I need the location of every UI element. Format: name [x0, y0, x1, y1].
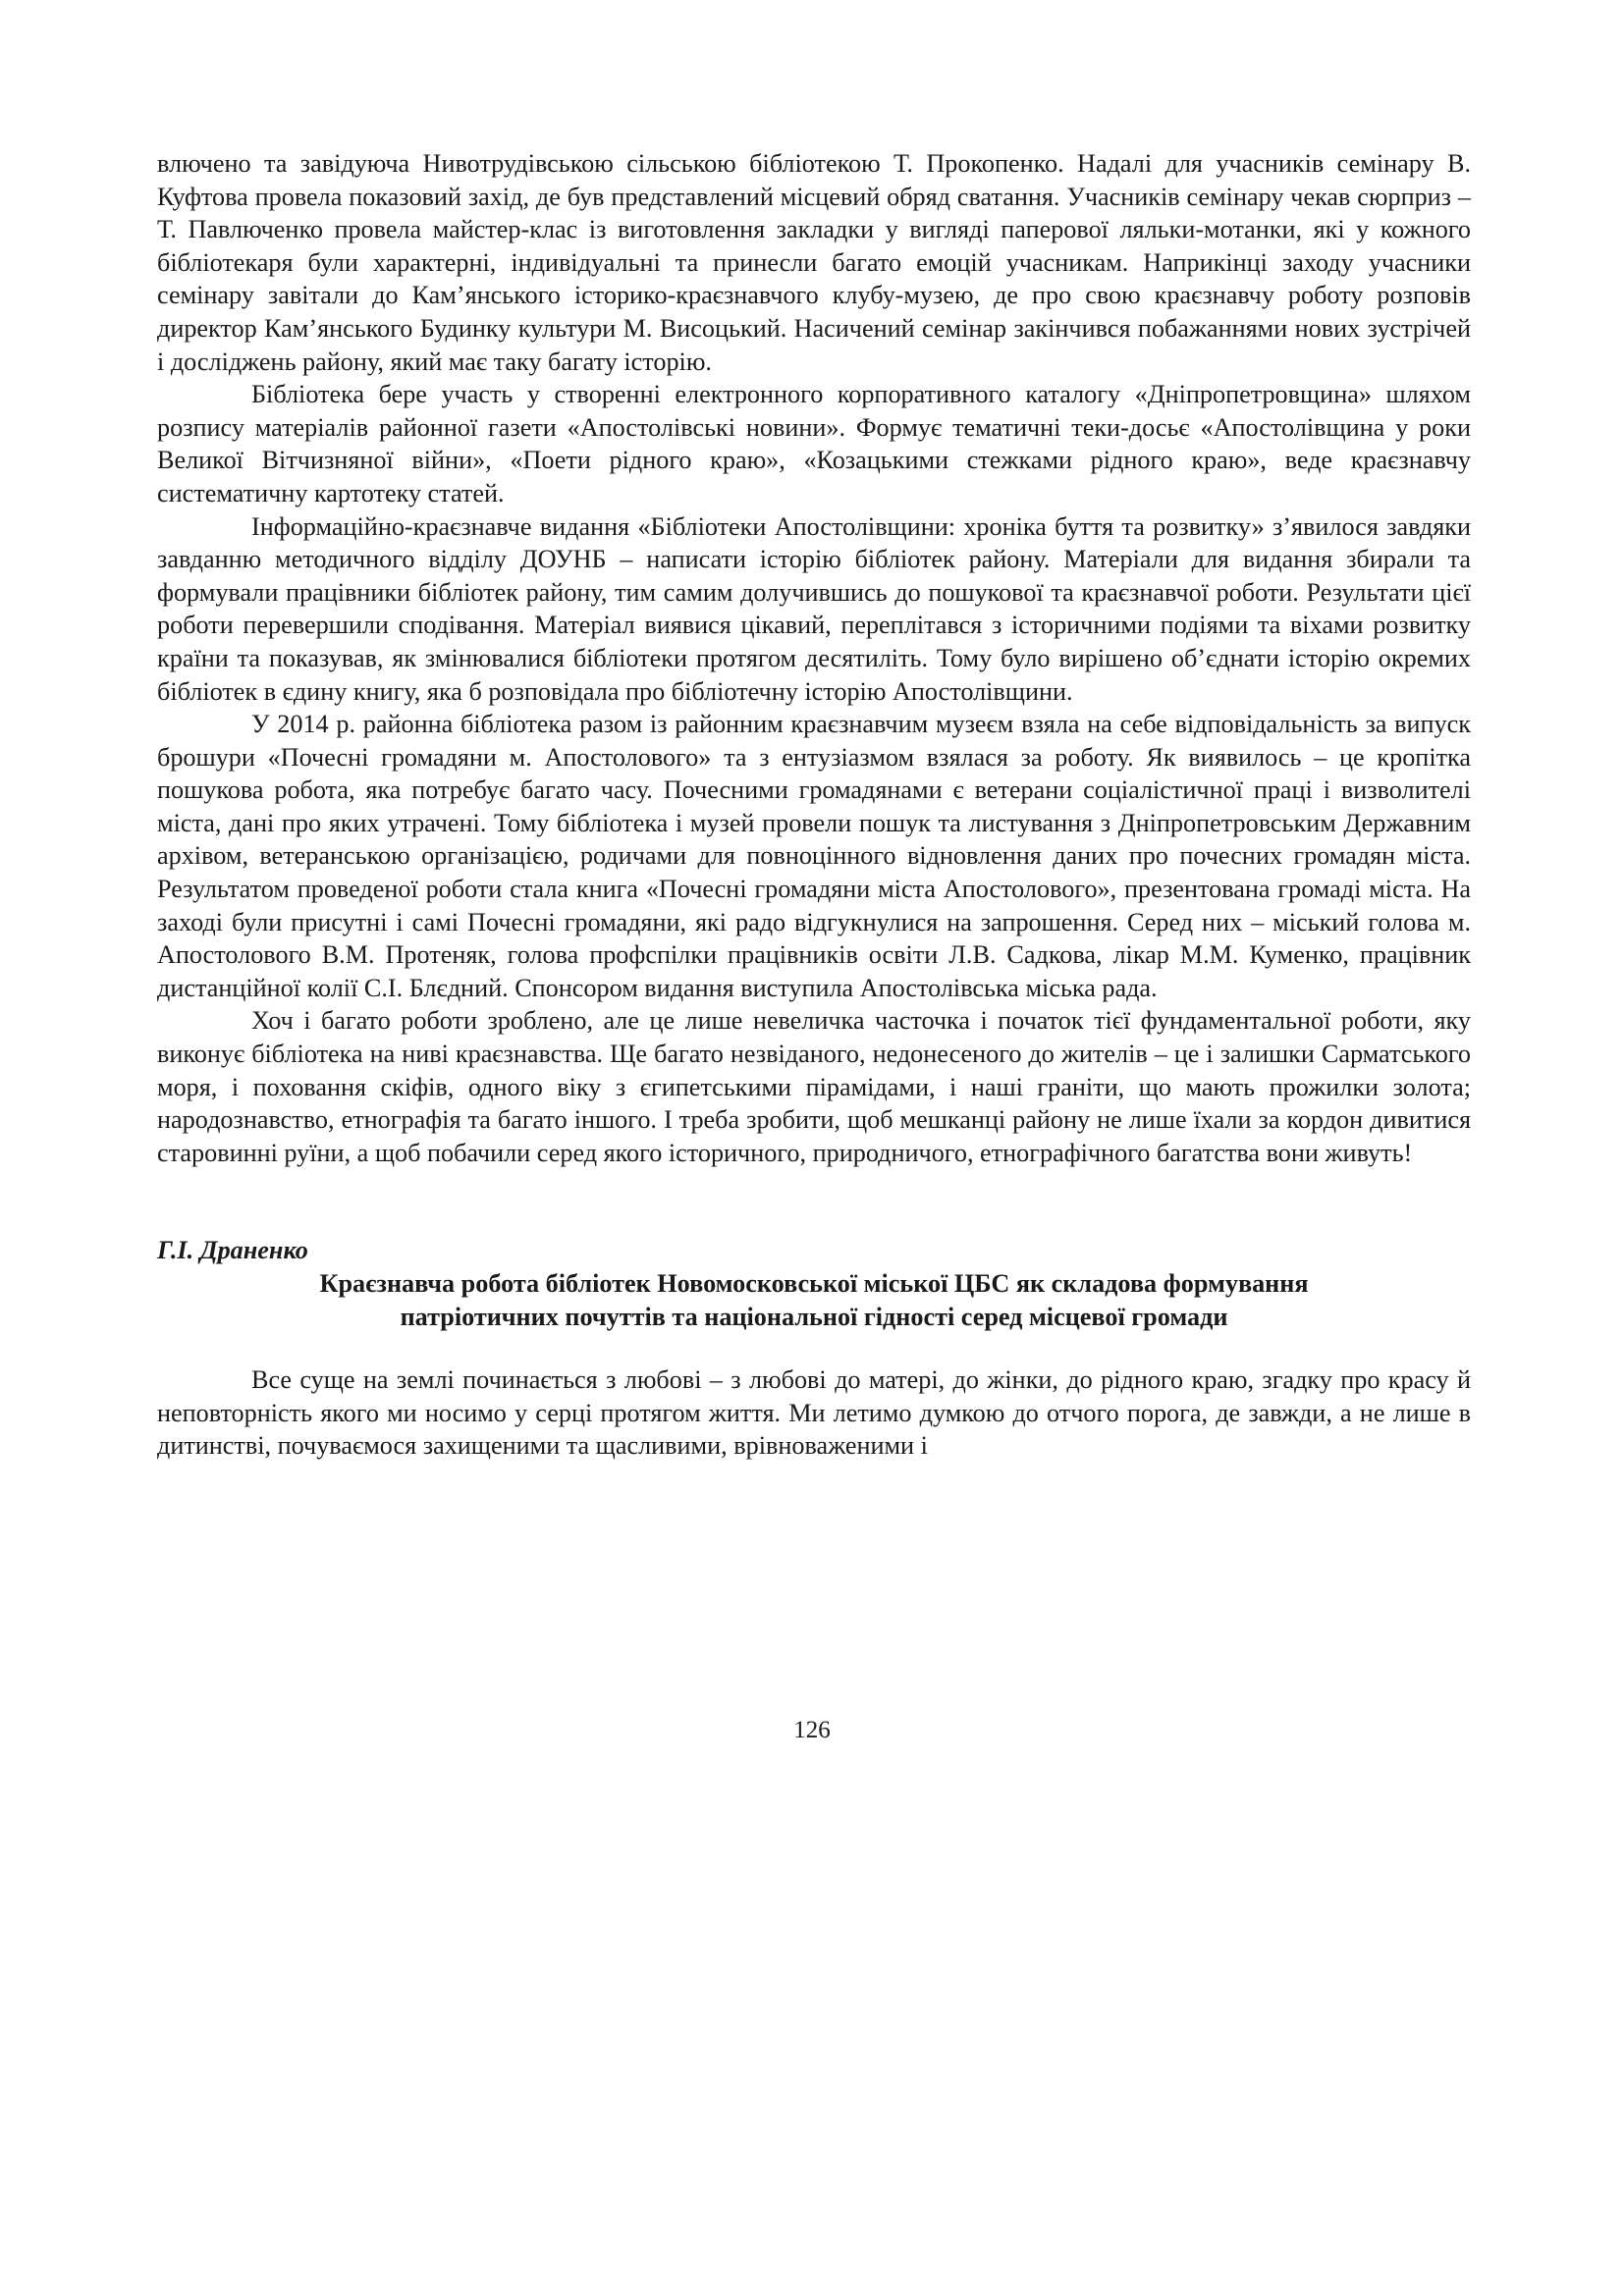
body-paragraph: Інформаційно-краєзнавче видання «Бібліотеки Апостолівщини: хроніка буття та розвитку» з’явилося завдяки завданню методичного відділу ДОУНБ – написати історію бібліотек району. Матеріали для видання збирали та формували працівники бібліотек району, тим самим долучившись до пошукової та краєзнавчої роботи. Результати цієї роботи перевершили сподівання. Матеріал виявися цікавий, переплітався з історичними подіями та віхами розвитку країни та показував, як змінювалися бібліотеки протягом десятиліть. Тому було вирішено об’єднати історію окремих бібліотек в єдину книгу, яка б розповідала про бібліотечну історію Апостолівщини. [157, 511, 1471, 706]
body-paragraph: Хоч і багато роботи зроблено, але це лише невеличка часточка і початок тієї фундаментальної роботи, яку виконує бібліотека на ниві краєзнавства. Ще багато незвіданого, недонесеного до жителів – це і залишки Сарматського моря, і поховання скіфів, одного віку з єгипетськими пірамідами, і наші граніти, що мають прожилки золота; народознавство, етнографія та багато іншого. І треба зробити, щоб мешканці району не лише їхали за кордон дивитися старовинні руїни, а щоб побачили серед якого історичного, природничого, етнографічного багатства вони живуть! [157, 1006, 1471, 1167]
article-title [157, 1267, 1471, 1333]
body-paragraph: У 2014 р. районна бібліотека разом із районним краєзнавчим музеєм взяла на себе відповідальність за випуск брошури «Почесні громадяни м. Апостолового» та з ентузіазмом взялася за роботу. Як виявилось – це кропітка пошукова робота, яка потребує багато часу. Почесними громадянами є ветерани соціалістичної праці і визволителі міста, дані про яких утрачені. Тому бібліотека і музей провели пошук та листування з Дніпропетровським Державним архівом, ветеранською організацією, родичами для повноцінного відновлення даних про почесних громадян міста. Результатом проведеної роботи стала книга «Почесні громадяни міста Апостолового», презентована громаді міста. На заході були присутні і самі Почесні громадяни, які радо відгукнулися на запрошення. Серед них – міський голова м. Апостолового В.М. Протеняк, голова профспілки працівників освіти Л.В. Садкова, лікар М.М. Куменко, працівник дистанційної колії С.І. Блєдний. Спонсором видання виступила Апостолівська міська рада. [157, 710, 1471, 1002]
article-author: Г.І. Драненко [157, 1236, 308, 1265]
body-paragraph: влючено та завідуюча Нивотрудівською сільською бібліотекою Т. Прокопенко. Надалі для учасників семінару В. Куфтова провела показовий захід, де був представлений місцевий обряд сватання. Учасників семінару чекав сюрприз – Т. Павлюченко провела майстер-клас із виготовлення закладки у вигляді паперової ляльки-мотанки, які у кожного бібліотекаря були характерні, індивідуальні та принесли багато емоцій учасникам. Наприкінці заходу учасники семінару завітали до Кам’янського історико-краєзнавчого клубу-музею, де про свою краєзнавчу роботу розповів директор Кам’янського Будинку культури М. Висоцький. Насичений семінар закінчився побажаннями нових зустрічей і досліджень району, який має таку багату історію. [157, 149, 1471, 376]
article-title-line: патріотичних почуттів та національної гідності серед місцевої громади [400, 1302, 1228, 1331]
page-content [157, 147, 1471, 1463]
section-spacer [157, 1169, 1471, 1234]
body-paragraph: Бібліотека бере участь у створенні електронного корпоративного каталогу «Дніпропетровщина» шляхом розпису матеріалів районної газети «Апостолівські новини». Формує тематичні теки-досьє «Апостолівщина у роки Великої Вітчизняної війни», «Поети рідного краю», «Козацькими стежками рідного краю», веде краєзнавчу систематичну картотеку статей. [157, 380, 1471, 507]
body-paragraph: Все суще на землі починається з любові – з любові до матері, до жінки, до рідного краю, згадку про красу й неповторність якого ми носимо у серці протягом життя. Ми летимо думкою до отчого порога, де завжди, а не лише в дитинстві, почуваємося захищеними та щасливими, врівноваженими і [157, 1365, 1471, 1461]
page-number: 126 [793, 1717, 831, 1743]
article-title-line: Краєзнавча робота бібліотек Новомосковської міської ЦБС як складова формування [319, 1269, 1309, 1298]
